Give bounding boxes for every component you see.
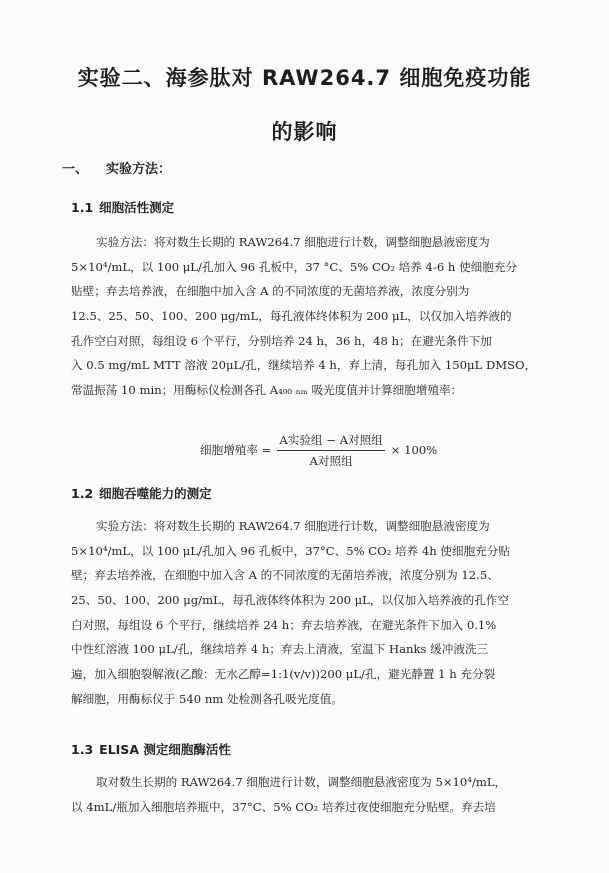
subsection-title: ELISA 测定细胞酶活性 — [99, 742, 231, 757]
formula-rhs: × 100% — [390, 443, 438, 457]
paragraph-phagocytosis — [71, 514, 547, 712]
subsection-heading-cell-viability — [71, 198, 174, 216]
text-line: 壁；弃去培养液，在细胞中加入含 A 的不同浓度的无菌培养液，浓度分别为 12.5、 — [71, 568, 499, 583]
document-title-line-2: 的影响 — [271, 120, 338, 144]
subsection-title: 细胞吞噬能力的测定 — [99, 486, 212, 501]
text-line: 白对照，每组设 6 个平行，继续培养 24 h；弃去培养液，在避光条件下加入 0.1% — [71, 617, 497, 632]
subsection-title: 细胞活性测定 — [99, 200, 175, 215]
text-line: 5×10⁴/mL，以 100 μL/孔加入 96 孔板中，37 °C、5% CO₂ 培养 4-6 h 使细胞充分 — [71, 259, 518, 274]
section-heading-methods — [62, 158, 171, 177]
text-line: 解细胞，用酶标仪于 540 nm 处检测各孔吸光度值。 — [71, 691, 343, 706]
formula-lhs: 细胞增殖率 = — [200, 443, 272, 457]
text-line: 常温振荡 10 min；用酶标仪检测各孔 A₄₉₀ ₙₘ 吸光度值并计算细胞增殖率： — [71, 383, 463, 398]
text-line: 以 4mL/瓶加入细胞培养瓶中，37°C、5% CO₂ 培养过夜使细胞充分贴壁。弃去培 — [71, 799, 496, 814]
subsection-heading-phagocytosis — [71, 484, 212, 502]
subsection-heading-elisa — [71, 740, 231, 758]
text-line: 5×10⁴/mL，以 100 μL/孔加入 96 孔板中，37°C、5% CO₂ 培养 4h 使细胞充分贴 — [71, 543, 510, 558]
subsection-number: 1.1 — [71, 200, 94, 215]
paragraph-cell-viability — [71, 230, 547, 403]
proliferation-formula — [200, 434, 437, 466]
text-line: 遍，加入细胞裂解液(乙酸：无水乙醇=1:1(v/v))200 μL/孔，避光静置 1 h 充分裂 — [71, 667, 496, 682]
formula-numerator: A实验组 − A对照组 — [277, 432, 384, 451]
text-line: 孔作空白对照，每组设 6 个平行，分别培养 24 h，36 h，48 h；在避光条件下加 — [71, 333, 492, 348]
text-line: 12.5、25、50、100、200 μg/mL，每孔液体终体积为 200 μL，以仅加入培养液的 — [71, 309, 512, 324]
text-line: 贴壁；弃去培养液，在细胞中加入含 A 的不同浓度的无菌培养液，浓度分别为 — [71, 284, 470, 299]
section-title: 实验方法： — [106, 162, 172, 177]
subsection-number: 1.2 — [71, 486, 94, 501]
section-number: 一、 — [62, 162, 89, 177]
formula-fraction — [277, 432, 384, 469]
text-line: 入 0.5 mg/mL MTT 溶液 20μL/孔，继续培养 4 h，弃上清，每孔加入 150μL DMSO， — [71, 358, 537, 373]
text-line: 实验方法：将对数生长期的 RAW264.7 细胞进行计数，调整细胞悬液密度为 — [96, 235, 490, 249]
document-title-line-1: 实验二、海参肽对 RAW264.7 细胞免疫功能 — [77, 66, 532, 90]
text-line: 取对数生长期的 RAW264.7 细胞进行计数，调整细胞悬液密度为 5×10⁴/mL， — [96, 775, 507, 789]
text-line: 实验方法：将对数生长期的 RAW264.7 细胞进行计数，调整细胞悬液密度为 — [96, 519, 490, 533]
formula-denominator: A对照组 — [309, 453, 353, 468]
text-line: 中性红溶液 100 μL/孔，继续培养 4 h；弃去上清液，室温下 Hanks 缓冲液洗三 — [71, 642, 489, 657]
paragraph-elisa — [71, 770, 547, 819]
text-line: 25、50、100、200 μg/mL，每孔液体终体积为 200 μL，以仅加入培养液的孔作空 — [71, 593, 509, 608]
subsection-number: 1.3 — [71, 742, 94, 757]
